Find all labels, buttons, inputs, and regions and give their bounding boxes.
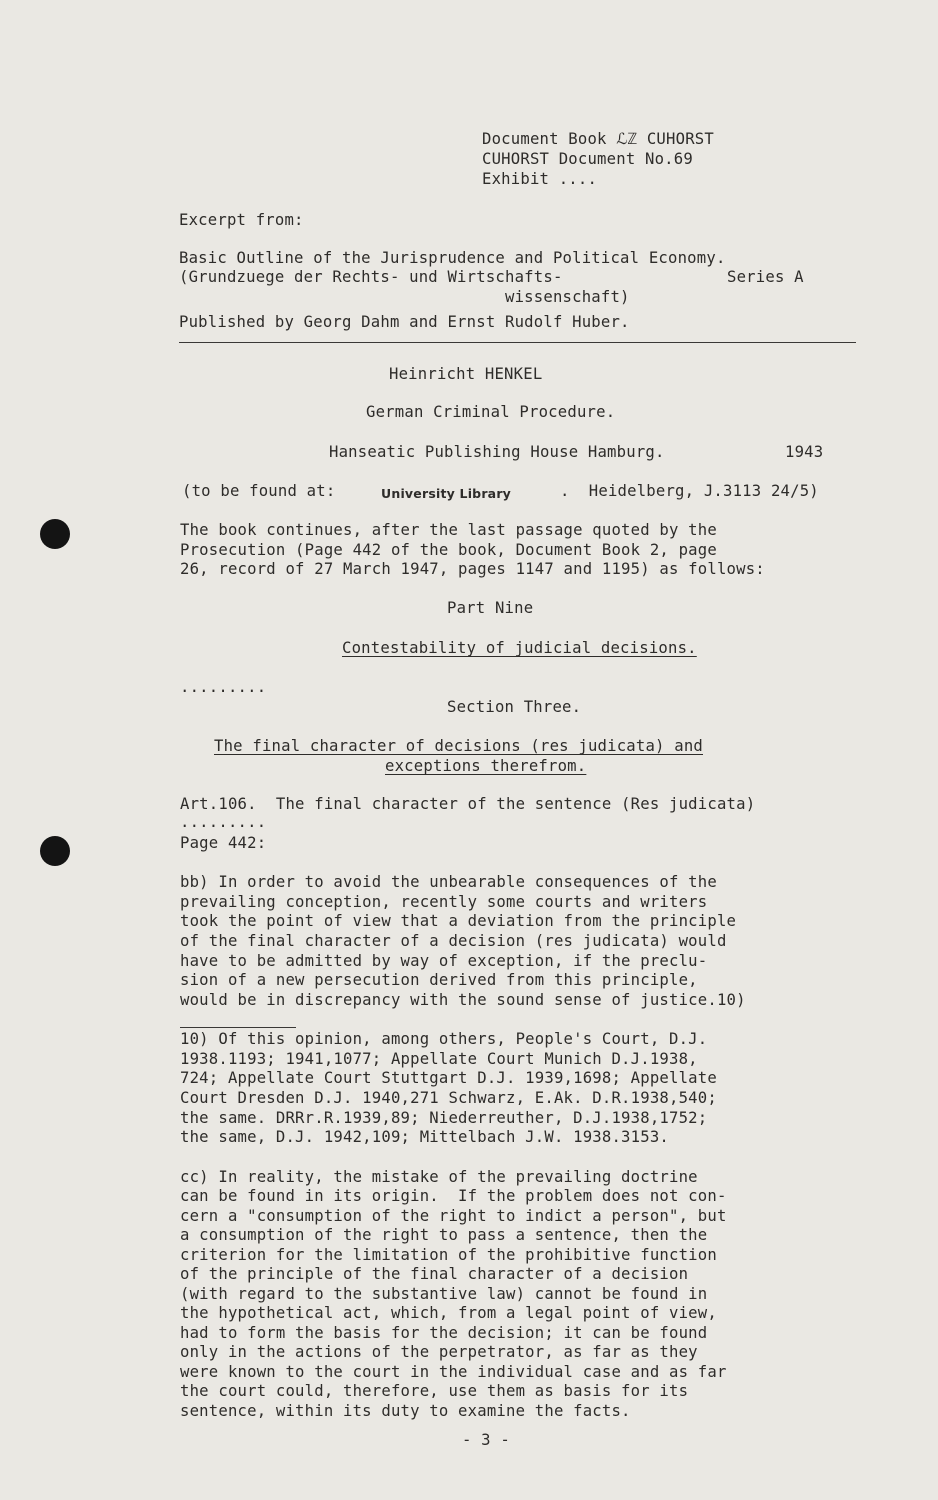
para-cc-line-12: the court could, therefore, use them as basis for its: [180, 1382, 689, 1400]
section-heading: Section Three.: [447, 698, 582, 716]
para-cc-line-1: cc) In reality, the mistake of the prevailing doctrine: [180, 1168, 698, 1186]
header-document-book: Document Book ℒℤ CUHORST: [482, 130, 714, 148]
intro-line-2: Prosecution (Page 442 of the book, Document Book 2, page: [180, 541, 717, 559]
footnote-line-6: the same, D.J. 1942,109; Mittelbach J.W. 1938.3153.: [180, 1128, 669, 1146]
book-location-suffix: . Heidelberg, J.3113 24/5): [560, 482, 819, 500]
para-bb-line-6: sion of a new persecution derived from this principle,: [180, 971, 698, 989]
book-title: German Criminal Procedure.: [366, 403, 616, 421]
page-number: - 3 -: [462, 1431, 510, 1449]
para-cc-line-11: were known to the court in the individual case and as far: [180, 1363, 727, 1381]
book-location-library-stamp: University Library: [381, 486, 512, 501]
para-cc-line-7: (with regard to the substantive law) cannot be found in: [180, 1285, 708, 1303]
footnote-line-3: 724; Appellate Court Stuttgart D.J. 1939,1698; Appellate: [180, 1069, 717, 1087]
para-cc-line-5: criterion for the limitation of the prohibitive function: [180, 1246, 717, 1264]
section-title-line-1: The final character of decisions (res judicata) and: [214, 737, 703, 755]
para-bb-line-3: took the point of view that a deviation from the principle: [180, 912, 737, 930]
ellipsis-1: .........: [180, 678, 267, 696]
para-bb-line-2: prevailing conception, recently some courts and writers: [180, 893, 708, 911]
punch-hole-top: [40, 519, 70, 549]
part-heading: Part Nine: [447, 599, 534, 617]
book-author: Heinricht HENKEL: [389, 365, 543, 383]
part-subheading: Contestability of judicial decisions.: [342, 639, 697, 657]
header-exhibit: Exhibit ....: [482, 170, 598, 188]
para-bb-line-5: have to be admitted by way of exception, if the preclu-: [180, 952, 708, 970]
para-cc-line-8: the hypothetical act, which, from a legal point of view,: [180, 1304, 717, 1322]
para-bb-line-4: of the final character of a decision (res judicata) would: [180, 932, 727, 950]
para-cc-line-9: had to form the basis for the decision; it can be found: [180, 1324, 708, 1342]
source-series: Series A: [727, 268, 804, 286]
para-bb-line-7: would be in discrepancy with the sound sense of justice.10): [180, 991, 746, 1009]
book-location-prefix: (to be found at:: [182, 482, 336, 500]
intro-line-1: The book continues, after the last passage quoted by the: [180, 521, 717, 539]
para-cc-line-13: sentence, within its duty to examine the facts.: [180, 1402, 631, 1420]
para-cc-line-2: can be found in its origin. If the problem does not con-: [180, 1187, 727, 1205]
header-divider: [179, 342, 856, 343]
footnote-rule: [180, 1027, 296, 1028]
book-publisher: Hanseatic Publishing House Hamburg.: [329, 443, 665, 461]
source-german-title-cont: wissenschaft): [505, 288, 630, 306]
para-cc-line-6: of the principle of the final character of a decision: [180, 1265, 689, 1283]
source-title: Basic Outline of the Jurisprudence and Political Economy.: [179, 249, 726, 267]
footnote-line-4: Court Dresden D.J. 1940,271 Schwarz, E.Ak. D.R.1938,540;: [180, 1089, 717, 1107]
section-title-line-2: exceptions therefrom.: [385, 757, 587, 775]
footnote-line-2: 1938.1193; 1941,1077; Appellate Court Munich D.J.1938,: [180, 1050, 698, 1068]
article-heading: Art.106. The final character of the sentence (Res judicata): [180, 795, 756, 813]
para-cc-line-4: a consumption of the right to pass a sentence, then the: [180, 1226, 708, 1244]
header-document-number: CUHORST Document No.69: [482, 150, 693, 168]
para-cc-line-3: cern a "consumption of the right to indict a person", but: [180, 1207, 727, 1225]
source-publishers: Published by Georg Dahm and Ernst Rudolf Huber.: [179, 313, 630, 331]
footnote-line-5: the same. DRRr.R.1939,89; Niederreuther, D.J.1938,1752;: [180, 1109, 708, 1127]
para-cc-line-10: only in the actions of the perpetrator, as far as they: [180, 1343, 698, 1361]
punch-hole-bottom: [40, 836, 70, 866]
para-bb-line-1: bb) In order to avoid the unbearable consequences of the: [180, 873, 717, 891]
footnote-line-1: 10) Of this opinion, among others, People's Court, D.J.: [180, 1030, 708, 1048]
source-german-title: (Grundzuege der Rechts- und Wirtschafts-: [179, 268, 563, 286]
intro-line-3: 26, record of 27 March 1947, pages 1147 and 1195) as follows:: [180, 560, 765, 578]
ellipsis-2: .........: [180, 813, 267, 831]
page-reference: Page 442:: [180, 834, 267, 852]
book-year: 1943: [785, 443, 824, 461]
excerpt-label: Excerpt from:: [179, 211, 304, 229]
